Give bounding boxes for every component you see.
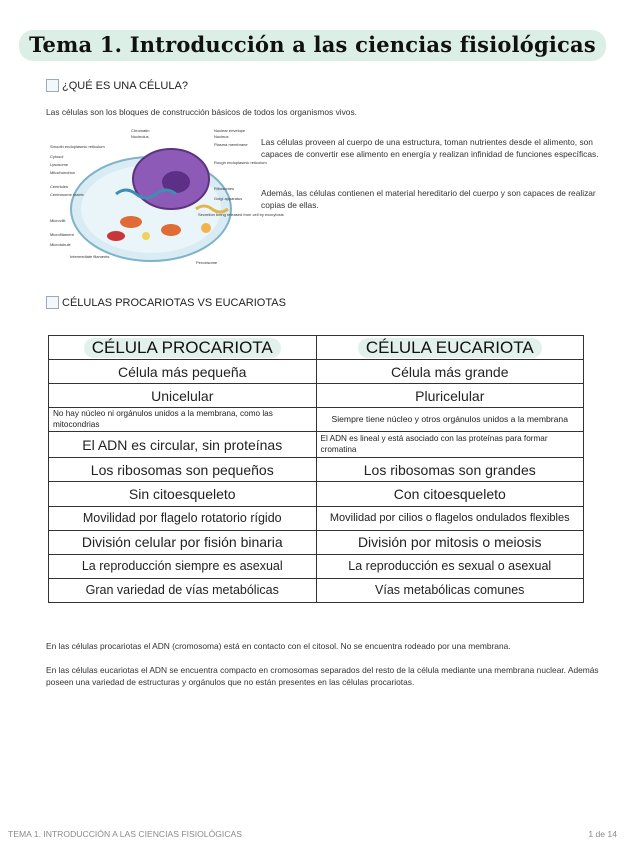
table-cell: Con citoesqueleto	[316, 482, 584, 506]
label-mitochondrion: Mitochondrion	[50, 170, 76, 175]
table-cell: Los ribosomas son pequeños	[49, 458, 317, 482]
paragraph-eukaryote-dna: En las células eucariotas el ADN se encuentra compacto en cromosomas separados del resto de la célula mediante una membrana nuclear. Además poseen una variedad de estructuras y orgánulos que no están presentes en las células procariotas.	[46, 665, 599, 687]
intro-text: Las células son los bloques de construcción básicos de todos los organismos vivos.	[46, 107, 357, 117]
page-number: 1 de 14	[588, 829, 617, 839]
peroxisome-shape	[201, 223, 211, 233]
table-cell: Pluricelular	[316, 384, 584, 408]
table-cell: El ADN es lineal y está asociado con las proteínas para formar cromatina	[316, 432, 584, 458]
page-title: Tema 1. Introducción a las ciencias fisiológicas	[19, 30, 606, 61]
table-row	[49, 482, 584, 506]
table-cell: No hay núcleo ni orgánulos unidos a la membrana, como las mitocondrias	[49, 408, 317, 432]
table-cell: Vías metabólicas comunes	[316, 578, 584, 602]
lysosome-shape	[142, 232, 150, 240]
label-cytosol: Cytosol	[50, 154, 64, 159]
section-heading: ¿QUÉ ES UNA CÉLULA?	[62, 79, 188, 92]
table-row	[49, 530, 584, 554]
label-intermediate: Intermediate filaments	[70, 254, 110, 259]
section-prokaryote-vs-eukaryote	[46, 296, 286, 309]
label-smooth-er: Smooth endoplasmic reticulum	[50, 144, 105, 149]
paragraph-structure: Las células proveen al cuerpo de una estructura, toman nutrientes desde el alimento, son capaces de convertir ese alimento en energía y realizan infinidad de funciones específicas.	[261, 137, 599, 159]
table-row	[49, 578, 584, 602]
checkbox-icon[interactable]	[46, 296, 59, 309]
label-microtubule: Microtubule	[50, 242, 71, 247]
table-row	[49, 360, 584, 384]
label-golgi: Golgi apparatus	[214, 196, 243, 201]
header-eukaryote: CÉLULA EUCARIOTA	[316, 336, 584, 360]
checkbox-icon[interactable]	[46, 79, 59, 92]
label-plasma-membrane: Plasma membrane	[214, 142, 248, 147]
label-chromatin: Chromatin	[131, 128, 150, 133]
label-nucleus: Nucleus	[214, 134, 229, 139]
comparison-table	[48, 335, 584, 603]
table-row	[49, 408, 584, 432]
section-heading: CÉLULAS PROCARIOTAS VS EUCARIOTAS	[62, 296, 286, 309]
label-lysosome: Lysosome	[50, 162, 69, 167]
label-rough-er: Rough endoplasmic reticulum	[214, 160, 267, 165]
label-ribosomes: Ribosomes	[214, 186, 235, 191]
label-centrosome: Centrosome matrix	[50, 192, 84, 197]
animal-cell-diagram	[46, 124, 284, 270]
section-what-is-cell	[46, 79, 188, 92]
table-row	[49, 506, 584, 530]
paragraph-hereditary: Además, las células contienen el material hereditario del cuerpo y son capaces de realizar copias de ellas.	[261, 188, 596, 210]
table-row	[49, 384, 584, 408]
table-row	[49, 554, 584, 578]
table-cell: Unicelular	[49, 384, 317, 408]
label-secretion: Secretion being released from cell by exocytosis	[198, 212, 284, 217]
table-cell: División celular por fisión binaria	[49, 530, 317, 554]
label-peroxisome: Peroxisome	[196, 260, 218, 265]
label-nucleolus: Nucleolus	[131, 134, 149, 139]
table-cell: El ADN es circular, sin proteínas	[49, 432, 317, 458]
table-cell: La reproducción siempre es asexual	[49, 554, 317, 578]
mitochondrion-shape	[107, 231, 125, 241]
table-cell: Sin citoesqueleto	[49, 482, 317, 506]
table-cell: Gran variedad de vías metabólicas	[49, 578, 317, 602]
table-row	[49, 458, 584, 482]
table-cell: Siempre tiene núcleo y otros orgánulos unidos a la membrana	[316, 408, 584, 432]
label-nuclear-envelope: Nuclear envelope	[214, 128, 246, 133]
table-cell: Movilidad por flagelo rotatorio rígido	[49, 506, 317, 530]
header-prokaryote: CÉLULA PROCARIOTA	[49, 336, 317, 360]
paragraph-prokaryote-dna: En las células procariotas el ADN (cromosoma) está en contacto con el citosol. No se encuentra rodeado por una membrana.	[46, 641, 511, 651]
table-cell: Los ribosomas son grandes	[316, 458, 584, 482]
table-cell: División por mitosis o meiosis	[316, 530, 584, 554]
table-cell: Movilidad por cilios o flagelos ondulados flexibles	[316, 506, 584, 530]
table-cell: Célula más pequeña	[49, 360, 317, 384]
footer-title: TEMA 1. INTRODUCCIÓN A LAS CIENCIAS FISIOLÓGICAS	[8, 829, 242, 839]
mitochondrion-shape	[120, 216, 142, 228]
label-microvilli: Microvilli	[50, 218, 66, 223]
mitochondrion-shape	[161, 224, 181, 236]
table-cell: Célula más grande	[316, 360, 584, 384]
label-centrioles: Centrioles	[50, 184, 69, 189]
page-title-wrap	[0, 30, 625, 61]
table-cell: La reproducción es sexual o asexual	[316, 554, 584, 578]
table-row	[49, 432, 584, 458]
label-microfilament: Microfilament	[50, 232, 74, 237]
table-header-row	[49, 336, 584, 360]
